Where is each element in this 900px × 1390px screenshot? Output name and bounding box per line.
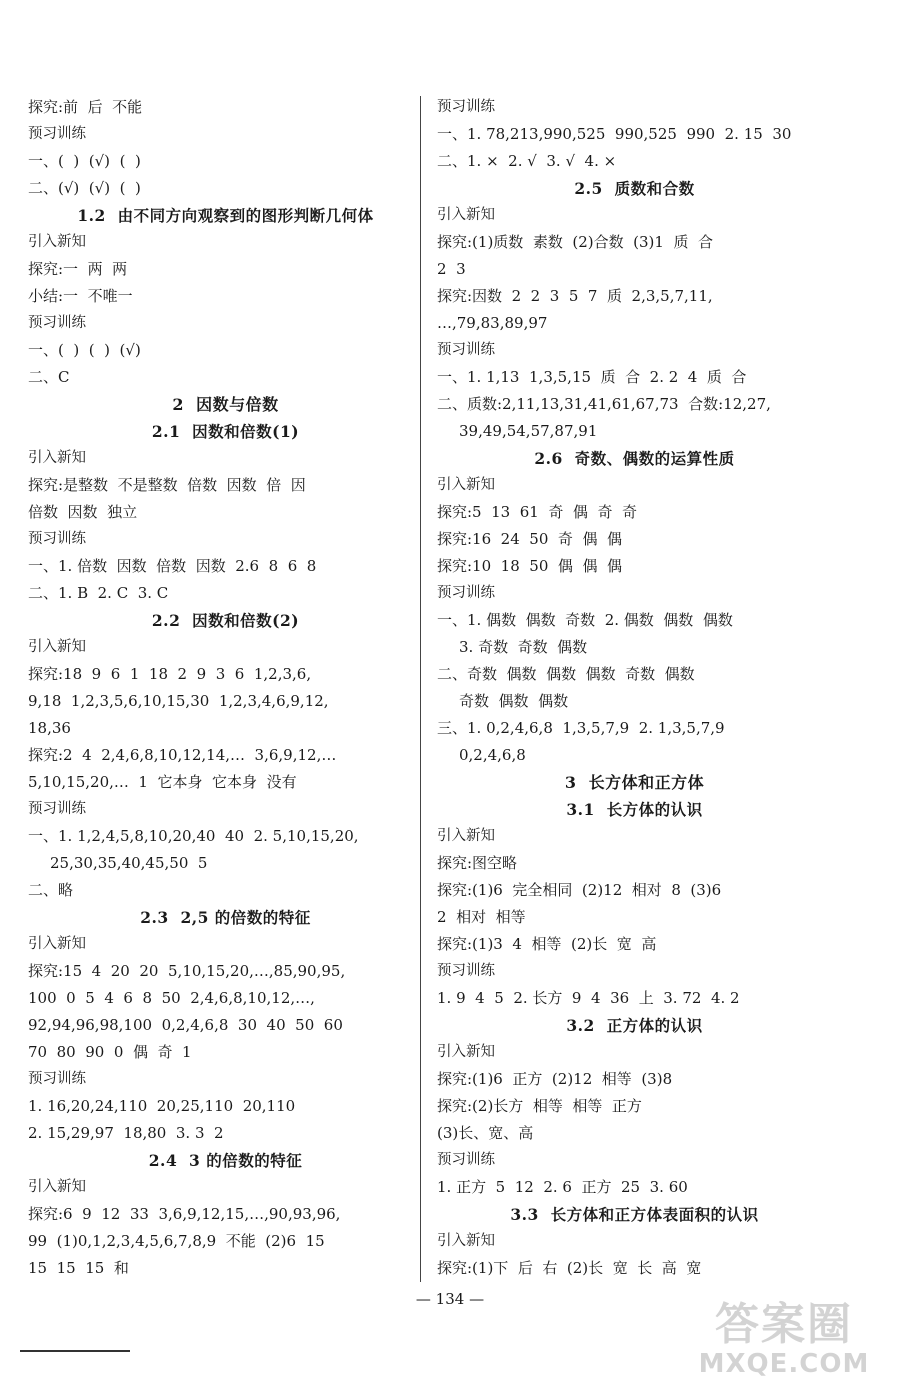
section-heading: 3.2 正方体的认识 — [566, 1016, 703, 1035]
text-line: 1. 9 4 5 2. 长方 9 4 36 上 3. 72 4. 2 — [437, 989, 740, 1007]
chapter-heading: 2 因数与倍数 — [172, 395, 279, 414]
section-heading: 2.5 质数和合数 — [574, 179, 695, 198]
section-label: 预习训练 — [437, 342, 495, 358]
section-heading: 2.4 3 的倍数的特征 — [148, 1151, 303, 1170]
section-label: 引入新知 — [28, 1179, 86, 1195]
section-label: 引入新知 — [437, 1044, 495, 1060]
text-line: 探究:一 两 两 — [28, 260, 128, 278]
chapter-heading: 3 长方体和正方体 — [564, 773, 705, 792]
text-line: 9,18 1,2,3,5,6,10,15,30 1,2,3,4,6,9,12, — [28, 692, 329, 710]
watermark-text-top: 答案圈 — [715, 1299, 853, 1350]
section-label: 引入新知 — [437, 1233, 495, 1249]
text-line: 18,36 — [28, 719, 71, 737]
left-column — [28, 94, 423, 1282]
text-line: 探究:15 4 20 20 5,10,15,20,…,85,90,95, — [28, 962, 346, 980]
section-label: 引入新知 — [28, 936, 86, 952]
section-label: 引入新知 — [437, 828, 495, 844]
text-line: 100 0 5 4 6 8 50 2,4,6,8,10,12,…, — [28, 989, 315, 1007]
text-line: 探究:图空略 — [437, 854, 518, 872]
text-line: 探究:因数 2 2 3 5 7 质 2,3,5,7,11, — [437, 287, 713, 305]
watermark-text-bottom: MXQE.COM — [698, 1349, 870, 1379]
page-number: — 134 — — [415, 1290, 485, 1308]
text-line: 一、1. 1,2,4,5,8,10,20,40 40 2. 5,10,15,20, — [28, 827, 359, 845]
text-line: 探究:2 4 2,4,6,8,10,12,14,… 3,6,9,12,… — [28, 746, 337, 764]
text-line: 二、1. B 2. C 3. C — [28, 584, 169, 602]
section-label: 预习训练 — [437, 1152, 495, 1168]
text-line: 探究:(1)3 4 相等 (2)长 宽 高 — [437, 935, 657, 953]
text-line: 2 相对 相等 — [437, 908, 526, 926]
text-line: 1. 16,20,24,110 20,25,110 20,110 — [28, 1097, 296, 1115]
text-line: (3)长、宽、高 — [437, 1124, 534, 1142]
right-column — [437, 94, 832, 1282]
text-line: 二、1. × 2. √ 3. √ 4. × — [437, 152, 617, 170]
text-line: 1. 正方 5 12 2. 6 正方 25 3. 60 — [437, 1178, 688, 1196]
text-line: 探究:6 9 12 33 3,6,9,12,15,…,90,93,96, — [28, 1205, 341, 1223]
section-heading: 3.3 长方体和正方体表面积的认识 — [510, 1205, 759, 1224]
text-line: 25,30,35,40,45,50 5 — [50, 854, 208, 872]
text-line: 奇数 偶数 偶数 — [459, 692, 569, 710]
text-line: 一、( ) (√) ( ) — [28, 152, 141, 170]
text-line: 探究:16 24 50 奇 偶 偶 — [437, 530, 622, 548]
section-label: 预习训练 — [437, 963, 495, 979]
section-heading: 2.2 因数和倍数(2) — [151, 611, 300, 630]
section-heading: 2.3 2,5 的倍数的特征 — [140, 908, 311, 927]
text-line: 一、1. 1,13 1,3,5,15 质 合 2. 2 4 质 合 — [437, 368, 747, 386]
section-label: 预习训练 — [28, 531, 86, 547]
section-label: 预习训练 — [28, 1071, 86, 1087]
text-line: …,79,83,89,97 — [437, 314, 548, 332]
section-label: 引入新知 — [28, 450, 86, 466]
section-label: 预习训练 — [28, 315, 86, 331]
text-line: 3. 奇数 奇数 偶数 — [459, 638, 588, 656]
text-line: 一、1. 偶数 偶数 奇数 2. 偶数 偶数 偶数 — [437, 611, 733, 629]
text-line: 92,94,96,98,100 0,2,4,6,8 30 40 50 60 — [28, 1016, 343, 1034]
text-line: 2 3 — [437, 260, 466, 278]
text-line: 二、(√) (√) ( ) — [28, 179, 141, 197]
text-line: 二、C — [28, 368, 70, 386]
section-label: 引入新知 — [28, 234, 86, 250]
column-divider — [420, 96, 421, 1282]
text-line: 二、质数:2,11,13,31,41,61,67,73 合数:12,27, — [437, 395, 771, 413]
text-line: 探究:(1)6 正方 (2)12 相等 (3)8 — [437, 1070, 673, 1088]
text-line: 小结:一 不唯一 — [28, 287, 133, 305]
text-line: 探究:(1)6 完全相同 (2)12 相对 8 (3)6 — [437, 881, 722, 899]
text-line: 倍数 因数 独立 — [28, 503, 138, 521]
text-line: 探究:5 13 61 奇 偶 奇 奇 — [437, 503, 637, 521]
text-line: 二、奇数 偶数 偶数 偶数 奇数 偶数 — [437, 665, 695, 683]
bottom-rule — [20, 1350, 130, 1352]
text-line: 探究:前 后 不能 — [28, 98, 143, 116]
text-line: 15 15 15 和 — [28, 1259, 129, 1277]
text-line: 三、1. 0,2,4,6,8 1,3,5,7,9 2. 1,3,5,7,9 — [437, 719, 725, 737]
section-heading: 1.2 由不同方向观察到的图形判断几何体 — [77, 206, 374, 225]
text-line: 70 80 90 0 偶 奇 1 — [28, 1043, 192, 1061]
text-line: 一、( ) ( ) (√) — [28, 341, 141, 359]
text-line: 探究:10 18 50 偶 偶 偶 — [437, 557, 622, 575]
section-label: 预习训练 — [28, 801, 86, 817]
text-line: 一、1. 倍数 因数 倍数 因数 2.6 8 6 8 — [28, 557, 317, 575]
text-line: 探究:(2)长方 相等 相等 正方 — [437, 1097, 642, 1115]
text-line: 探究:是整数 不是整数 倍数 因数 倍 因 — [28, 476, 306, 494]
section-label: 引入新知 — [28, 639, 86, 655]
text-line: 5,10,15,20,… 1 它本身 它本身 没有 — [28, 773, 297, 791]
section-heading: 3.1 长方体的认识 — [566, 800, 703, 819]
text-line: 探究:18 9 6 1 18 2 9 3 6 1,2,3,6, — [28, 665, 312, 683]
text-line: 探究:(1)质数 素数 (2)合数 (3)1 质 合 — [437, 233, 714, 251]
text-line: 39,49,54,57,87,91 — [459, 422, 598, 440]
section-label: 引入新知 — [437, 207, 495, 223]
section-label: 预习训练 — [28, 126, 86, 142]
text-line: 0,2,4,6,8 — [459, 746, 526, 764]
text-line: 2. 15,29,97 18,80 3. 3 2 — [28, 1124, 224, 1142]
text-line: 二、略 — [28, 881, 74, 899]
text-line: 一、1. 78,213,990,525 990,525 990 2. 15 30 — [437, 125, 792, 143]
section-label: 预习训练 — [437, 585, 495, 601]
section-heading: 2.6 奇数、偶数的运算性质 — [534, 449, 735, 468]
section-heading: 2.1 因数和倍数(1) — [151, 422, 300, 441]
text-line: 99 (1)0,1,2,3,4,5,6,7,8,9 不能 (2)6 15 — [28, 1232, 325, 1250]
watermark-logo — [684, 1300, 884, 1380]
text-line: 探究:(1)下 后 右 (2)长 宽 长 高 宽 — [437, 1259, 702, 1277]
section-label: 预习训练 — [437, 99, 495, 115]
section-label: 引入新知 — [437, 477, 495, 493]
